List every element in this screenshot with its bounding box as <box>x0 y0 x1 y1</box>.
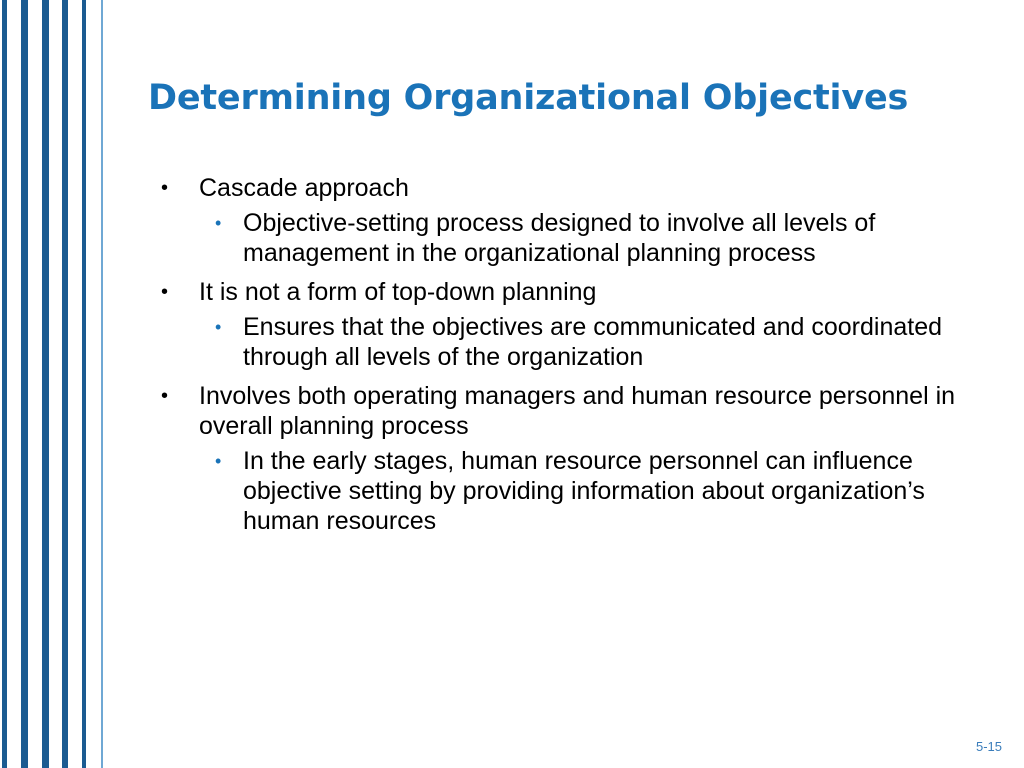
bullet-item <box>158 381 958 441</box>
bullet-icon: • <box>215 213 222 233</box>
bullet-icon: • <box>215 451 222 471</box>
sub-bullet-item <box>202 446 958 536</box>
page-number: 5-15 <box>975 739 1002 754</box>
stripe <box>42 0 49 768</box>
sub-bullet-text: In the early stages, human resource personnel can influence objective setting by providing information about organization’s human resources <box>243 447 925 535</box>
bullet-item <box>158 277 958 307</box>
sub-bullet-text: Objective-setting process designed to involve all levels of management in the organizational planning process <box>243 209 876 267</box>
sub-bullet-text: Ensures that the objectives are communicated and coordinated through all levels of the organization <box>243 313 943 371</box>
stripe-light <box>101 0 103 768</box>
stripe <box>62 0 68 768</box>
bullet-text: Cascade approach <box>199 174 409 202</box>
sub-bullet-item <box>202 312 958 372</box>
stripe <box>2 0 7 768</box>
bullet-icon: • <box>215 317 222 337</box>
bullet-item <box>158 173 958 203</box>
bullet-icon: • <box>161 281 169 303</box>
stripe <box>82 0 86 768</box>
bullet-icon: • <box>161 177 169 199</box>
bullet-text: Involves both operating managers and human resource personnel in overall planning process <box>199 382 956 440</box>
sub-bullet-item <box>202 208 958 268</box>
slide-title: Determining Organizational Objectives <box>148 78 909 118</box>
bullet-text: It is not a form of top-down planning <box>199 278 597 306</box>
bullet-icon: • <box>161 385 169 407</box>
bullet-list <box>158 173 958 536</box>
stripe <box>21 0 28 768</box>
